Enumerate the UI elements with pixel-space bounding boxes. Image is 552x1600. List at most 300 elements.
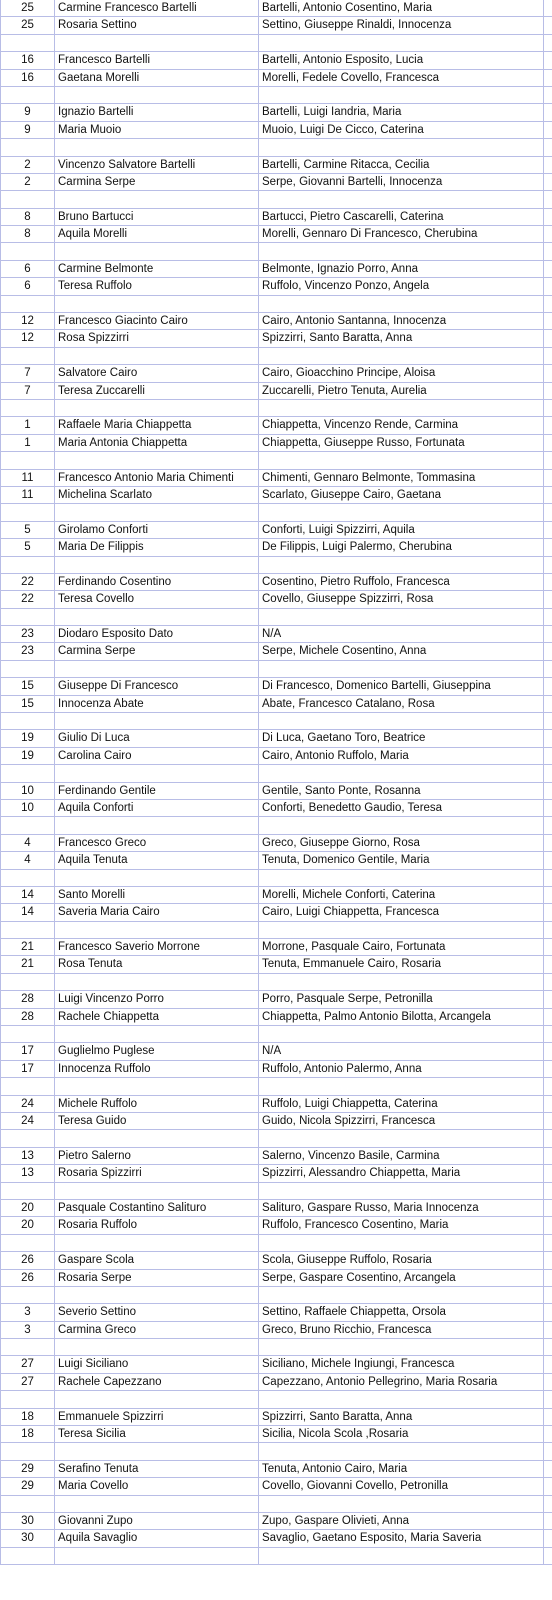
parents-cell[interactable]: Bartucci, Pietro Cascarelli, Caterina [259,209,544,225]
name-cell[interactable] [55,452,259,468]
table-row [0,730,552,747]
parents-cell[interactable]: Tenuta, Emmanuele Cairo, Rosaria [259,956,544,972]
number-cell[interactable]: 20 [0,1200,55,1216]
number-cell[interactable]: 17 [0,1043,55,1059]
spacer-row [0,1443,552,1460]
number-cell[interactable]: 18 [0,1426,55,1442]
parents-cell[interactable] [259,609,544,625]
spacer-row [0,1339,552,1356]
number-cell[interactable] [0,922,55,938]
parents-cell[interactable] [259,1287,544,1303]
name-cell[interactable]: Giovanni Zupo [55,1513,259,1529]
number-cell[interactable]: 11 [0,470,55,486]
name-cell[interactable] [55,713,259,729]
parents-cell[interactable]: Cairo, Gioacchino Principe, Aloisa [259,365,544,381]
number-cell[interactable] [0,1078,55,1094]
parents-cell[interactable] [259,1391,544,1407]
parents-cell[interactable] [259,35,544,51]
name-cell[interactable]: Giulio Di Luca [55,730,259,746]
parents-cell[interactable] [259,191,544,207]
name-cell[interactable] [55,1548,259,1564]
number-cell[interactable]: 28 [0,1009,55,1025]
parents-cell[interactable]: Siciliano, Michele Ingiungi, Francesca [259,1356,544,1372]
table-row [0,52,552,69]
name-cell[interactable] [55,765,259,781]
name-cell[interactable]: Pasquale Costantino Salituro [55,1200,259,1216]
parents-cell[interactable]: Cairo, Antonio Santanna, Innocenza [259,313,544,329]
number-cell[interactable]: 15 [0,678,55,694]
name-cell[interactable] [55,1443,259,1459]
number-cell[interactable] [0,817,55,833]
parents-cell[interactable]: Covello, Giuseppe Spizzirri, Rosa [259,591,544,607]
name-cell[interactable]: Ferdinando Cosentino [55,574,259,590]
spacer-row [0,1548,552,1565]
parents-cell[interactable]: Cairo, Antonio Ruffolo, Maria [259,748,544,764]
parents-cell[interactable]: Spizzirri, Santo Baratta, Anna [259,1409,544,1425]
number-cell[interactable]: 25 [0,0,55,16]
parents-cell[interactable]: Spizzirri, Santo Baratta, Anna [259,330,544,346]
name-cell[interactable]: Rosaria Spizzirri [55,1165,259,1181]
parents-cell[interactable]: Sicilia, Nicola Scola ,Rosaria [259,1426,544,1442]
parents-cell[interactable]: Covello, Giovanni Covello, Petronilla [259,1478,544,1494]
name-cell[interactable]: Aquila Savaglio [55,1530,259,1546]
parents-cell[interactable] [259,1183,544,1199]
parents-cell[interactable] [259,1548,544,1564]
parents-cell[interactable]: Tenuta, Antonio Cairo, Maria [259,1461,544,1477]
number-cell[interactable]: 11 [0,487,55,503]
name-cell[interactable] [55,1026,259,1042]
name-cell[interactable]: Luigi Siciliano [55,1356,259,1372]
parents-cell[interactable] [259,713,544,729]
name-cell[interactable]: Rosa Spizzirri [55,330,259,346]
name-cell[interactable] [55,1078,259,1094]
table-row [0,1200,552,1217]
table-row [0,1270,552,1287]
parents-cell[interactable]: Bartelli, Carmine Ritacca, Cecilia [259,157,544,173]
parents-cell[interactable]: Ruffolo, Luigi Chiappetta, Caterina [259,1096,544,1112]
number-cell[interactable]: 6 [0,278,55,294]
number-cell[interactable] [0,504,55,520]
table-row [0,904,552,921]
parents-cell[interactable]: Ruffolo, Antonio Palermo, Anna [259,1061,544,1077]
parents-cell[interactable]: Chiappetta, Giuseppe Russo, Fortunata [259,435,544,451]
name-cell[interactable]: Francesco Greco [55,835,259,851]
parents-cell[interactable]: Serpe, Michele Cosentino, Anna [259,643,544,659]
name-cell[interactable] [55,557,259,573]
number-cell[interactable] [0,609,55,625]
number-cell[interactable]: 10 [0,800,55,816]
number-cell[interactable] [0,1235,55,1251]
name-cell[interactable]: Girolamo Conforti [55,522,259,538]
name-cell[interactable]: Aquila Conforti [55,800,259,816]
number-cell[interactable]: 14 [0,904,55,920]
number-cell[interactable]: 7 [0,365,55,381]
number-cell[interactable]: 19 [0,730,55,746]
name-cell[interactable] [55,35,259,51]
parents-cell[interactable] [259,1339,544,1355]
parents-cell[interactable]: Settino, Raffaele Chiappetta, Orsola [259,1304,544,1320]
number-cell[interactable]: 7 [0,383,55,399]
number-cell[interactable] [0,1026,55,1042]
name-cell[interactable]: Teresa Guido [55,1113,259,1129]
parents-cell[interactable]: Conforti, Benedetto Gaudio, Teresa [259,800,544,816]
number-cell[interactable]: 18 [0,1409,55,1425]
parents-cell[interactable]: N/A [259,626,544,642]
name-cell[interactable] [55,609,259,625]
parents-cell[interactable]: Settino, Giuseppe Rinaldi, Innocenza [259,17,544,33]
name-cell[interactable] [55,870,259,886]
parents-cell[interactable] [259,1130,544,1146]
parents-cell[interactable]: Abate, Francesco Catalano, Rosa [259,696,544,712]
number-cell[interactable]: 21 [0,956,55,972]
name-cell[interactable]: Michelina Scarlato [55,487,259,503]
parents-cell[interactable] [259,400,544,416]
parents-cell[interactable]: Morrone, Pasquale Cairo, Fortunata [259,939,544,955]
name-cell[interactable]: Michele Ruffolo [55,1096,259,1112]
parents-cell[interactable]: Zuccarelli, Pietro Tenuta, Aurelia [259,383,544,399]
parents-cell[interactable] [259,139,544,155]
number-cell[interactable] [0,1548,55,1564]
number-cell[interactable] [0,557,55,573]
name-cell[interactable]: Rosaria Ruffolo [55,1217,259,1233]
parents-cell[interactable]: Ruffolo, Francesco Cosentino, Maria [259,1217,544,1233]
name-cell[interactable] [55,974,259,990]
spacer-row [0,35,552,52]
number-cell[interactable]: 29 [0,1461,55,1477]
parents-cell[interactable]: Salerno, Vincenzo Basile, Carmina [259,1148,544,1164]
parents-cell[interactable]: Di Luca, Gaetano Toro, Beatrice [259,730,544,746]
name-cell[interactable] [55,243,259,259]
parents-cell[interactable] [259,1443,544,1459]
parents-cell[interactable]: Scola, Giuseppe Ruffolo, Rosaria [259,1252,544,1268]
number-cell[interactable]: 1 [0,417,55,433]
number-cell[interactable]: 15 [0,696,55,712]
spacer-row [0,1026,552,1043]
name-cell[interactable]: Maria Covello [55,1478,259,1494]
spacer-row [0,974,552,991]
number-cell[interactable] [0,870,55,886]
number-cell[interactable]: 22 [0,574,55,590]
parents-cell[interactable] [259,922,544,938]
parents-cell[interactable]: Chimenti, Gennaro Belmonte, Tommasina [259,470,544,486]
number-cell[interactable]: 4 [0,835,55,851]
table-row [0,470,552,487]
number-cell[interactable] [0,1339,55,1355]
parents-cell[interactable]: Cosentino, Pietro Ruffolo, Francesca [259,574,544,590]
parents-cell[interactable] [259,504,544,520]
number-cell[interactable]: 19 [0,748,55,764]
parents-cell[interactable]: Ruffolo, Vincenzo Ponzo, Angela [259,278,544,294]
number-cell[interactable]: 30 [0,1513,55,1529]
name-cell[interactable]: Pietro Salerno [55,1148,259,1164]
number-cell[interactable] [0,348,55,364]
number-cell[interactable] [0,191,55,207]
parents-cell[interactable]: Gentile, Santo Ponte, Rosanna [259,783,544,799]
name-cell[interactable]: Carmina Serpe [55,643,259,659]
name-cell[interactable] [55,139,259,155]
number-cell[interactable]: 1 [0,435,55,451]
name-cell[interactable]: Carmina Serpe [55,174,259,190]
number-cell[interactable]: 25 [0,17,55,33]
parents-cell[interactable]: Guido, Nicola Spizzirri, Francesca [259,1113,544,1129]
name-cell[interactable] [55,1183,259,1199]
number-cell[interactable]: 20 [0,1217,55,1233]
number-cell[interactable] [0,1391,55,1407]
number-cell[interactable]: 3 [0,1304,55,1320]
name-cell[interactable]: Rosaria Serpe [55,1270,259,1286]
number-cell[interactable]: 4 [0,852,55,868]
number-cell[interactable] [0,1443,55,1459]
parents-cell[interactable] [259,1235,544,1251]
name-cell[interactable] [55,1391,259,1407]
name-cell[interactable]: Bruno Bartucci [55,209,259,225]
number-cell[interactable]: 5 [0,539,55,555]
table-row [0,1374,552,1391]
parents-cell[interactable]: N/A [259,1043,544,1059]
number-cell[interactable]: 2 [0,174,55,190]
table-row [0,591,552,608]
table-row [0,70,552,87]
parents-cell[interactable] [259,817,544,833]
number-cell[interactable]: 9 [0,104,55,120]
table-row [0,1304,552,1321]
number-cell[interactable] [0,661,55,677]
name-cell[interactable]: Guglielmo Puglese [55,1043,259,1059]
number-cell[interactable]: 2 [0,157,55,173]
parents-cell[interactable] [259,1496,544,1512]
name-cell[interactable]: Maria Muoio [55,122,259,138]
number-cell[interactable] [0,1496,55,1512]
name-cell[interactable]: Aquila Tenuta [55,852,259,868]
parents-cell[interactable]: Morelli, Gennaro Di Francesco, Cherubina [259,226,544,242]
name-cell[interactable] [55,87,259,103]
number-cell[interactable]: 12 [0,330,55,346]
name-cell[interactable] [55,1287,259,1303]
name-cell[interactable]: Gaspare Scola [55,1252,259,1268]
name-cell[interactable] [55,296,259,312]
parents-cell[interactable] [259,348,544,364]
table-row [0,104,552,121]
number-cell[interactable]: 24 [0,1096,55,1112]
number-cell[interactable]: 3 [0,1322,55,1338]
name-cell[interactable] [55,661,259,677]
number-cell[interactable]: 16 [0,52,55,68]
parents-cell[interactable]: Greco, Giuseppe Giorno, Rosa [259,835,544,851]
parents-cell[interactable]: Bartelli, Antonio Esposito, Lucia [259,52,544,68]
number-cell[interactable]: 23 [0,643,55,659]
parents-cell[interactable]: Capezzano, Antonio Pellegrino, Maria Rosaria [259,1374,544,1390]
name-cell[interactable] [55,400,259,416]
name-cell[interactable]: Rachele Capezzano [55,1374,259,1390]
name-cell[interactable]: Giuseppe Di Francesco [55,678,259,694]
name-cell[interactable]: Aquila Morelli [55,226,259,242]
parents-cell[interactable] [259,765,544,781]
number-cell[interactable]: 24 [0,1113,55,1129]
spacer-row [0,713,552,730]
name-cell[interactable]: Francesco Saverio Morrone [55,939,259,955]
number-cell[interactable] [0,1287,55,1303]
name-cell[interactable] [55,191,259,207]
table-row [0,1096,552,1113]
parents-cell[interactable]: Serpe, Gaspare Cosentino, Arcangela [259,1270,544,1286]
name-cell[interactable]: Ignazio Bartelli [55,104,259,120]
name-cell[interactable]: Ferdinando Gentile [55,783,259,799]
number-cell[interactable]: 12 [0,313,55,329]
parents-cell[interactable]: Porro, Pasquale Serpe, Petronilla [259,991,544,1007]
parents-cell[interactable]: Morelli, Michele Conforti, Caterina [259,887,544,903]
name-cell[interactable]: Salvatore Cairo [55,365,259,381]
name-cell[interactable]: Innocenza Ruffolo [55,1061,259,1077]
number-cell[interactable]: 29 [0,1478,55,1494]
number-cell[interactable] [0,400,55,416]
name-cell[interactable] [55,1130,259,1146]
name-cell[interactable] [55,1339,259,1355]
number-cell[interactable]: 5 [0,522,55,538]
name-cell[interactable]: Innocenza Abate [55,696,259,712]
number-cell[interactable]: 9 [0,122,55,138]
name-cell[interactable] [55,1235,259,1251]
name-cell[interactable]: Francesco Bartelli [55,52,259,68]
table-row [0,748,552,765]
parents-cell[interactable]: Belmonte, Ignazio Porro, Anna [259,261,544,277]
name-cell[interactable]: Rosa Tenuta [55,956,259,972]
name-cell[interactable]: Rachele Chiappetta [55,1009,259,1025]
number-cell[interactable]: 16 [0,70,55,86]
table-row [0,122,552,139]
name-cell[interactable]: Teresa Zuccarelli [55,383,259,399]
name-cell[interactable]: Teresa Ruffolo [55,278,259,294]
name-cell[interactable]: Francesco Giacinto Cairo [55,313,259,329]
parents-cell[interactable] [259,557,544,573]
parents-cell[interactable]: Bartelli, Luigi Iandria, Maria [259,104,544,120]
parents-cell[interactable] [259,661,544,677]
number-cell[interactable]: 27 [0,1356,55,1372]
name-cell[interactable] [55,817,259,833]
table-row [0,835,552,852]
number-cell[interactable]: 17 [0,1061,55,1077]
number-cell[interactable]: 26 [0,1252,55,1268]
number-cell[interactable]: 13 [0,1165,55,1181]
parents-cell[interactable] [259,1026,544,1042]
number-cell[interactable]: 14 [0,887,55,903]
parents-cell[interactable]: Scarlato, Giuseppe Cairo, Gaetana [259,487,544,503]
name-cell[interactable]: Rosaria Settino [55,17,259,33]
name-cell[interactable]: Raffaele Maria Chiappetta [55,417,259,433]
spacer-row [0,87,552,104]
table-row [0,0,552,17]
name-cell[interactable]: Teresa Sicilia [55,1426,259,1442]
parents-cell[interactable]: Muoio, Luigi De Cicco, Caterina [259,122,544,138]
parents-cell[interactable]: De Filippis, Luigi Palermo, Cherubina [259,539,544,555]
number-cell[interactable] [0,296,55,312]
name-cell[interactable]: Vincenzo Salvatore Bartelli [55,157,259,173]
parents-cell[interactable]: Tenuta, Domenico Gentile, Maria [259,852,544,868]
number-cell[interactable]: 30 [0,1530,55,1546]
table-row [0,1165,552,1182]
name-cell[interactable]: Santo Morelli [55,887,259,903]
parents-cell[interactable]: Spizzirri, Alessandro Chiappetta, Maria [259,1165,544,1181]
number-cell[interactable] [0,243,55,259]
parents-cell[interactable]: Morelli, Fedele Covello, Francesca [259,70,544,86]
parents-cell[interactable]: Salituro, Gaspare Russo, Maria Innocenza [259,1200,544,1216]
number-cell[interactable]: 13 [0,1148,55,1164]
name-cell[interactable]: Severio Settino [55,1304,259,1320]
name-cell[interactable]: Gaetana Morelli [55,70,259,86]
name-cell[interactable]: Emmanuele Spizzirri [55,1409,259,1425]
parents-cell[interactable]: Chiappetta, Palmo Antonio Bilotta, Arcangela [259,1009,544,1025]
name-cell[interactable]: Maria Antonia Chiappetta [55,435,259,451]
name-cell[interactable]: Carmine Belmonte [55,261,259,277]
number-cell[interactable]: 6 [0,261,55,277]
number-cell[interactable] [0,974,55,990]
number-cell[interactable]: 10 [0,783,55,799]
name-cell[interactable]: Luigi Vincenzo Porro [55,991,259,1007]
number-cell[interactable]: 8 [0,226,55,242]
parents-cell[interactable] [259,870,544,886]
parents-cell[interactable]: Bartelli, Antonio Cosentino, Maria [259,0,544,16]
number-cell[interactable]: 21 [0,939,55,955]
number-cell[interactable] [0,1183,55,1199]
name-cell[interactable]: Serafino Tenuta [55,1461,259,1477]
parents-cell[interactable]: Serpe, Giovanni Bartelli, Innocenza [259,174,544,190]
number-cell[interactable] [0,452,55,468]
number-cell[interactable]: 26 [0,1270,55,1286]
parents-cell[interactable]: Conforti, Luigi Spizzirri, Aquila [259,522,544,538]
name-cell[interactable]: Maria De Filippis [55,539,259,555]
name-cell[interactable]: Saveria Maria Cairo [55,904,259,920]
number-cell[interactable]: 28 [0,991,55,1007]
name-cell[interactable]: Carmine Francesco Bartelli [55,0,259,16]
parents-cell[interactable] [259,1078,544,1094]
parents-cell[interactable]: Greco, Bruno Ricchio, Francesca [259,1322,544,1338]
number-cell[interactable] [0,713,55,729]
name-cell[interactable]: Teresa Covello [55,591,259,607]
parents-cell[interactable]: Savaglio, Gaetano Esposito, Maria Saveria [259,1530,544,1546]
number-cell[interactable] [0,765,55,781]
parents-cell[interactable] [259,87,544,103]
number-cell[interactable] [0,87,55,103]
parents-cell[interactable] [259,243,544,259]
table-row [0,522,552,539]
table-row [0,1148,552,1165]
number-cell[interactable]: 23 [0,626,55,642]
table-row [0,1061,552,1078]
spacer-row [0,609,552,626]
name-cell[interactable]: Francesco Antonio Maria Chimenti [55,470,259,486]
parents-cell[interactable]: Cairo, Luigi Chiappetta, Francesca [259,904,544,920]
spacer-row [0,1287,552,1304]
parents-cell[interactable]: Chiappetta, Vincenzo Rende, Carmina [259,417,544,433]
name-cell[interactable] [55,348,259,364]
number-cell[interactable] [0,1130,55,1146]
number-cell[interactable] [0,35,55,51]
parents-cell[interactable] [259,974,544,990]
number-cell[interactable] [0,139,55,155]
number-cell[interactable]: 22 [0,591,55,607]
number-cell[interactable]: 27 [0,1374,55,1390]
parents-cell[interactable] [259,452,544,468]
name-cell[interactable]: Carmina Greco [55,1322,259,1338]
name-cell[interactable] [55,922,259,938]
parents-cell[interactable]: Di Francesco, Domenico Bartelli, Giuseppina [259,678,544,694]
parents-cell[interactable]: Zupo, Gaspare Olivieti, Anna [259,1513,544,1529]
name-cell[interactable]: Carolina Cairo [55,748,259,764]
parents-cell[interactable] [259,296,544,312]
number-cell[interactable]: 8 [0,209,55,225]
name-cell[interactable] [55,1496,259,1512]
name-cell[interactable] [55,504,259,520]
name-cell[interactable]: Diodaro Esposito Dato [55,626,259,642]
